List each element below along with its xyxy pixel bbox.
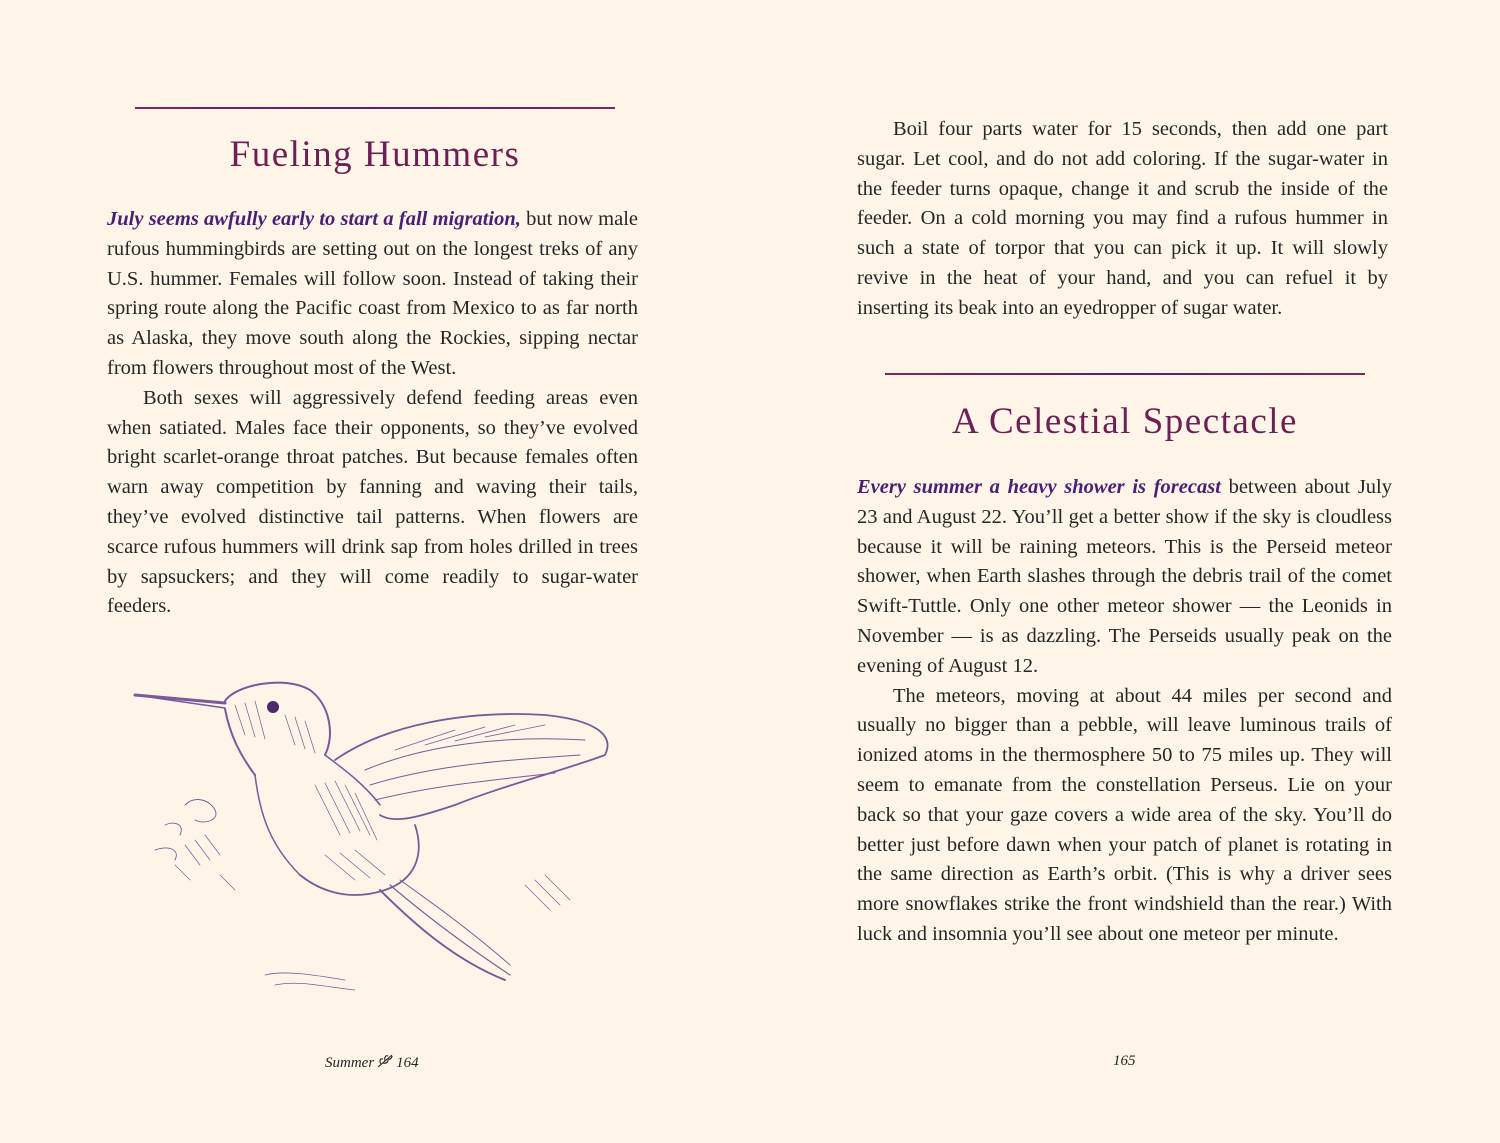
leaf-ornament-icon bbox=[376, 1053, 394, 1069]
article-body bbox=[857, 473, 1392, 950]
page-footer bbox=[325, 1053, 419, 1072]
paragraph: The meteors, moving at about 44 miles per second and usually no bigger than a pebble, will leave luminous trails of ionized atoms in the thermosphere 50 to 75 miles up. They will seem to emanate from the constellation Perseus. Lie on your back so that your gaze covers a wide area of the sky. You’ll do better just before dawn when your patch of planet is rotating in the same direction as Earth’s orbit. (This is why a driver sees more snowflakes strike the front windshield than the rear.) With luck and insomnia you’ll see about one meteor per minute. bbox=[857, 684, 1392, 945]
page-number: 165 bbox=[1113, 1053, 1136, 1069]
lead-in-text: July seems awfully early to start a fall migration, bbox=[107, 208, 521, 230]
heading-rule bbox=[885, 373, 1365, 375]
right-page bbox=[750, 0, 1500, 1143]
lead-in-text: Every summer a heavy shower is forecast bbox=[857, 476, 1221, 498]
paragraph-text: between about July 23 and August 22. You’ll get a better show if the sky is cloudless because it will be raining meteors. This is the Perseid meteor shower, when Earth slashes through the debris trail of the comet Swift-Tuttle. Only one other meteor shower — the Leonids in November — is as dazzling. The Perseids usually peak on the evening of August 12. bbox=[857, 476, 1392, 677]
page-number: 164 bbox=[396, 1055, 419, 1071]
paragraph: Boil four parts water for 15 seconds, then add one part sugar. Let cool, and do not add coloring. If the sugar-water in the feeder turns opaque, change it and scrub the inside of the feeder. On a cold morning you may find a rufous hummer in such a state of torpor that you can pick it up. It will slowly revive in the heat of your hand, and you can refuel it by inserting its beak into an eyedropper of sugar water. bbox=[857, 118, 1388, 319]
paragraph-text: but now male rufous hummingbirds are setting out on the longest treks of any U.S. hummer. Females will follow soon. Instead of taking their spring route along the Pacific coast from Mexico to as far north as Alaska, they move south along the Rockies, sipping nectar from flowers throughout most of the West. bbox=[107, 208, 638, 379]
page-footer bbox=[1113, 1053, 1136, 1070]
paragraph: Both sexes will aggressively defend feeding areas even when satiated. Males face their opponents, so they’ve evolved bright scarlet-orange throat patches. But because females often warn away competition by fanning and waving their tails, they’ve evolved distinctive tail patterns. When flowers are scarce rufous hummers will drink sap from holes drilled in trees by sapsuckers; and they will come readily to sugar-water feeders. bbox=[107, 386, 638, 618]
paragraph bbox=[857, 473, 1392, 682]
section-label: Summer bbox=[325, 1055, 375, 1071]
continued-body bbox=[857, 115, 1388, 324]
hummingbird-sketch-icon bbox=[125, 675, 625, 1020]
heading-rule bbox=[135, 107, 615, 109]
article-body bbox=[107, 205, 638, 622]
page-title: Fueling Hummers bbox=[229, 134, 521, 175]
paragraph bbox=[107, 205, 638, 384]
page-title: A Celestial Spectacle bbox=[952, 401, 1298, 442]
